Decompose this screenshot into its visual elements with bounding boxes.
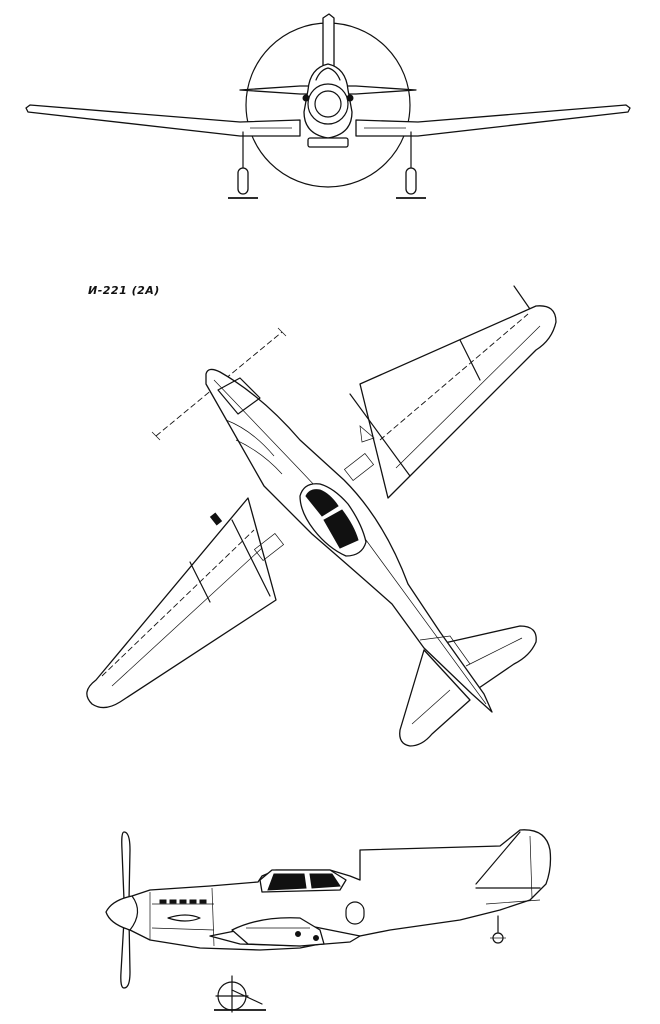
plan-left-wing [87,498,276,708]
front-left-wing [26,105,300,136]
plan-view [87,286,556,746]
plan-right-wing [360,306,556,498]
front-right-landing-gear [396,132,426,198]
front-fuselage [304,64,352,138]
front-right-wing [356,105,630,136]
front-fin [323,14,334,72]
side-view [106,830,551,1012]
front-radiator [308,138,348,147]
side-tail-wheel [490,916,506,943]
front-left-landing-gear [228,132,258,198]
aircraft-designation-label: И-221 (2А) [88,284,160,297]
side-main-wheel [214,976,266,1012]
front-view [26,14,630,198]
side-propeller [122,832,130,900]
